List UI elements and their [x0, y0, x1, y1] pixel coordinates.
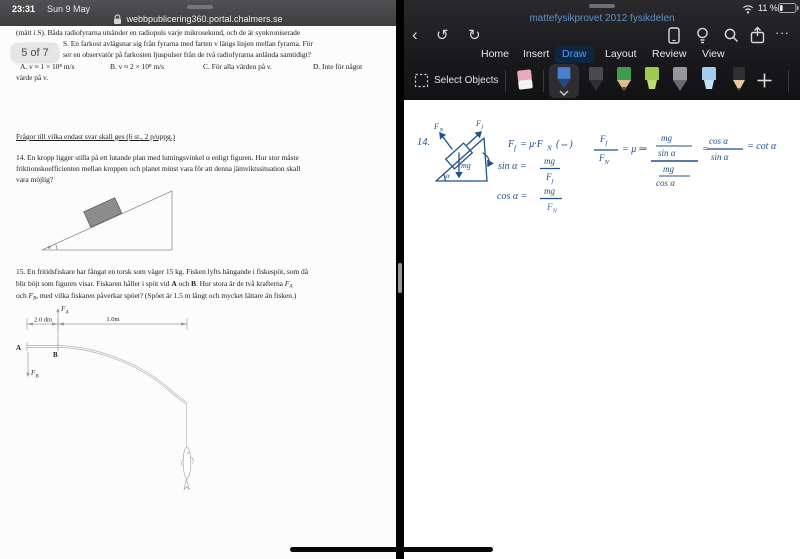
- word-toolbar: [404, 0, 800, 100]
- redo-icon[interactable]: ↺: [468, 27, 481, 44]
- drawing-canvas[interactable]: [404, 100, 800, 559]
- add-pen-button[interactable]: [756, 72, 773, 89]
- hw-big-frac: mg: [661, 133, 672, 143]
- hw-frac-den-sub: N: [552, 207, 557, 215]
- pdf-document[interactable]: [0, 26, 396, 559]
- select-objects-button[interactable]: Select Objects: [434, 75, 499, 86]
- pen-tool-green-highlighter[interactable]: [641, 66, 663, 92]
- document-title[interactable]: mattefysikprovet 2012 fysikdelen: [529, 13, 675, 24]
- dimension-left-label: 2.0 dm: [33, 316, 53, 324]
- address-bar[interactable]: [0, 13, 396, 25]
- split-view-drag-handle[interactable]: [398, 263, 402, 293]
- select-objects-icon: [414, 73, 429, 88]
- status-time: 23:31: [12, 4, 36, 14]
- status-date: Sun 9 May: [47, 4, 91, 14]
- hw-eq: = cot α: [747, 141, 777, 152]
- hw-frac-den-sub: N: [604, 159, 609, 166]
- answer-option-c: C. För alla värden på v.: [203, 62, 272, 71]
- url-text: webbpublicering360.portal.chalmers.se: [126, 14, 283, 24]
- word-pane: [404, 0, 800, 559]
- hw-force-normal-label: F: [434, 122, 439, 131]
- hw-friction-sub: f: [481, 124, 484, 131]
- hw-eq: F: [508, 139, 515, 150]
- hw-question-number: 14.: [417, 137, 431, 148]
- mobile-view-icon[interactable]: [668, 27, 680, 44]
- point-b-label: B: [53, 351, 58, 359]
- pdf-figures: [0, 26, 396, 559]
- home-indicator[interactable]: [290, 547, 493, 552]
- hw-eq: (⇔): [556, 139, 573, 150]
- hw-big-frac: cos α: [656, 178, 675, 188]
- hw-eq: = μ ⇒: [622, 144, 648, 155]
- hanging-fish: [181, 447, 193, 490]
- q15-line: 15. En fritidsfiskare har fångat en torsk som väger 15 kg. Fisken lyfts hängande i fiskespöt, som då: [16, 267, 309, 276]
- inclined-plane-figure: [42, 191, 172, 251]
- pen-tool-blue-highlighter[interactable]: [698, 66, 720, 92]
- force-b-sub: B: [35, 374, 39, 380]
- share-icon[interactable]: [750, 26, 765, 44]
- window-drag-pill[interactable]: [589, 4, 615, 8]
- hw-frac-num: F: [600, 134, 606, 144]
- hw-weight-label: mg: [461, 161, 471, 170]
- lock-icon: [113, 14, 122, 25]
- q14-line: vara möjlig?: [16, 175, 54, 184]
- tab-home[interactable]: Home: [481, 48, 510, 60]
- hw-eq: =: [702, 144, 709, 155]
- doc-paragraph-line: (mätt i S). Båda radiofyrarna utsänder en radiopuls varje mikrosekund, och de är synkroniserade: [16, 28, 301, 37]
- q14-line: 14. En kropp ligger stilla på ett lutande plan med lutningsvinkel α enligt figuren. Hur stor måste: [16, 153, 299, 162]
- tab-review[interactable]: Review: [652, 48, 687, 60]
- force-a-sub: A: [65, 310, 69, 316]
- hw-frac-den: F: [599, 153, 605, 163]
- hw-alpha-label: α: [446, 172, 450, 180]
- block-on-incline: [84, 198, 122, 228]
- tab-view[interactable]: View: [702, 48, 725, 60]
- hw-frac-den: F: [547, 202, 553, 212]
- hw-friction-label: F: [476, 119, 481, 128]
- battery-icon: [778, 3, 799, 13]
- battery-percent: 11 %: [758, 3, 778, 13]
- hw-big-frac: mg: [663, 164, 674, 174]
- point-a-label: A: [16, 344, 22, 352]
- window-drag-pill[interactable]: [187, 5, 213, 9]
- safari-pane: [0, 0, 396, 559]
- chevron-down-icon: [559, 90, 569, 96]
- hw-big-frac: sin α: [658, 148, 676, 158]
- answer-option-b: B. v ≈ 2 × 10⁸ m/s: [110, 62, 165, 71]
- blue-pen-icon: [554, 66, 574, 90]
- answer-option-d: D. Inte för något: [313, 62, 363, 71]
- angle-alpha-label: α: [48, 244, 51, 251]
- tab-layout[interactable]: Layout: [605, 48, 637, 60]
- handwritten-notes: [404, 100, 800, 559]
- page-indicator-badge: 5 of 7: [12, 44, 58, 62]
- safari-toolbar: [0, 0, 396, 26]
- pen-tool-blue-pen-selected[interactable]: [549, 64, 579, 98]
- hw-frac-den: sin α: [711, 152, 729, 162]
- toolbar-separator: [543, 70, 544, 92]
- lightbulb-icon[interactable]: [696, 27, 709, 44]
- undo-icon[interactable]: ↺: [436, 27, 449, 44]
- pen-tool-green-pencil[interactable]: [613, 66, 635, 92]
- hw-incline-sketch: [436, 132, 489, 181]
- hw-eq-sub: N: [547, 144, 552, 153]
- answer-option-d-cont: värde på v.: [16, 73, 49, 82]
- hw-frac-num: cos α: [709, 136, 728, 146]
- toolbar-separator: [788, 70, 789, 92]
- hw-frac-num-sub: f: [605, 140, 608, 147]
- search-icon[interactable]: [724, 28, 739, 43]
- pen-tool-gray-pen[interactable]: [669, 66, 691, 92]
- q14-line: friktionskoefficienten mellan kroppen och planet minst vara för att denna jämviktssituation skall: [16, 164, 301, 173]
- q15-line: blir böjt som figuren visar. Fiskaren håller i spöt vid A och B. Hur stora är de två krafterna $F_A$: [16, 279, 293, 290]
- hw-frac-num: mg: [544, 186, 555, 196]
- hw-eq: = μ·F: [520, 139, 543, 150]
- hw-frac-den-sub: f: [551, 178, 554, 185]
- section-heading: Frågor till vilka endast svar skall ges (6 st., 2 p/uppg.): [16, 132, 175, 141]
- fishing-rod-figure: [16, 305, 193, 490]
- pen-tool-ink-pen[interactable]: [728, 66, 750, 92]
- hw-frac-num: mg: [544, 156, 555, 166]
- q15-line: och $F_B$, med vilka fiskaren påverkar spöet? (Spöet är 1.5 m långt och mycket lättare än fisken.): [16, 291, 297, 302]
- dimension-right-label: 1.0m: [106, 316, 120, 323]
- force-a-label: F: [61, 305, 66, 313]
- hw-eq: sin α =: [498, 161, 527, 172]
- toolbar-separator: [505, 70, 506, 92]
- hw-eq: cos α =: [497, 191, 528, 202]
- more-icon[interactable]: ···: [775, 25, 790, 40]
- pen-tool-dark-pen[interactable]: [585, 66, 607, 92]
- hw-eq-sub: f: [514, 144, 516, 153]
- hw-frac-den: F: [546, 172, 552, 182]
- hw-force-normal-sub: N: [439, 127, 444, 134]
- force-b-label: F: [31, 369, 36, 377]
- doc-paragraph-line: S. En farkost avlägsnar sig från fyrarna med farten v längs linjen mellan fyrarna. För: [63, 39, 313, 48]
- eraser-tool[interactable]: [514, 68, 536, 92]
- tab-insert[interactable]: Insert: [523, 48, 550, 60]
- answer-option-a: A. v ≈ 1 × 10⁸ m/s: [20, 62, 75, 71]
- tab-draw[interactable]: Draw: [555, 46, 594, 63]
- doc-paragraph-line: ser en observatör på farkosten ljuspulser från de två radiofyrarna anlända samtidigt?: [63, 50, 311, 59]
- back-icon[interactable]: ‹: [412, 25, 418, 44]
